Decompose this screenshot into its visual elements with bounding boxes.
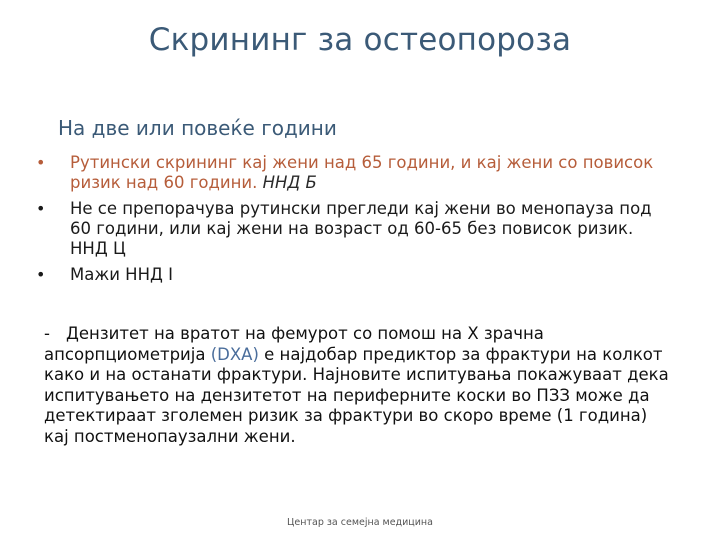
slide-subtitle: На две или повеќе години	[58, 116, 337, 140]
bullet-text: Не се препорачува рутински прегледи кај жени во менопауза под 60 години, или кај жени на возраст од 60-65 без повисок ризик. ННД Ц	[70, 199, 652, 258]
bullet-list	[36, 153, 676, 291]
bullet-item-routine-screening	[36, 153, 676, 193]
slide-title: Скрининг за остеопороза	[148, 22, 572, 58]
bullet-icon: •	[36, 265, 46, 284]
bullet-icon: •	[36, 199, 46, 218]
bullet-text: Мажи ННД I	[70, 265, 173, 284]
bullet-item-not-recommended	[36, 199, 676, 259]
paragraph-text-part2: е најдобар предиктор за фрактури на колкот како и на останати фрактури. Најновите испитувања покажуваат дека испитувањето на дензитетот на периферните коски во ПЗЗ може да детектираат зголемен ризик за фрактури во скоро време (1 година) кај постменопаузални жени.	[44, 344, 669, 446]
dash-marker: -	[44, 324, 50, 343]
paragraph-text-part1: Дензитет на вратот на фемурот со помош на X зрачна апсорпциометрија	[44, 324, 544, 364]
recommendation-grade: ННД Б	[262, 173, 317, 192]
slide-footer: Центар за семејна медицина	[287, 517, 433, 528]
bullet-text: Рутински скрининг кај жени над 65 години, и кај жени со повисок ризик над 60 години.	[70, 153, 654, 192]
dxa-abbreviation: (DXA)	[210, 344, 259, 364]
bullet-item-men	[36, 265, 676, 285]
bullet-icon: •	[36, 153, 46, 172]
densitometry-paragraph	[44, 324, 674, 447]
